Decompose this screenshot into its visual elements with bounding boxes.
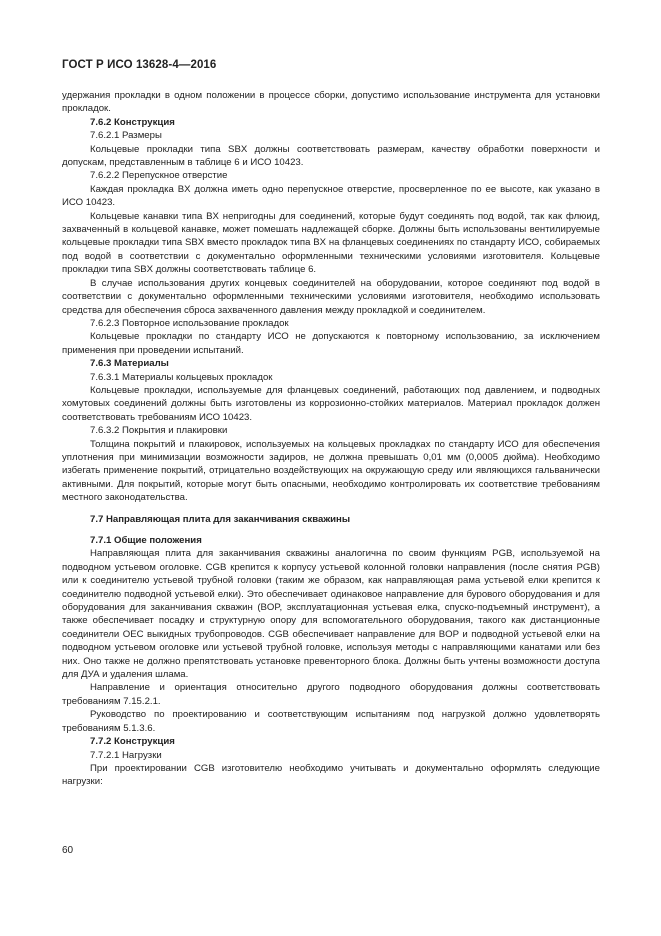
document-header: ГОСТ Р ИСО 13628-4—2016 [62, 59, 217, 71]
subsection-heading: 7.6.2.2 Перепускное отверстие [90, 170, 228, 182]
paragraph: удержания прокладки в одном положении в процессе сборки, допустимо использование инструмента для установки прокладок. [62, 90, 600, 115]
section-heading: 7.7.2 Конструкция [90, 736, 175, 748]
paragraph: Толщина покрытий и плакировок, используемых на кольцевых прокладках по стандарту ИСО для обеспечения уплотнения при минимизации возможности задиров, не должна превышать 0,01 мм (0,0005 дюйма). Необходимо избегать применение покрытий, отрицательно воздействующих на окружающую среду или являющихся гальванически активными. Для покрытий, которые могут быть опасными, необходимо контролировать их соответствие требованиям местного законодательства. [62, 438, 600, 504]
paragraph: В случае использования других концевых соединителей на оборудовании, которое соединяют под водой в соответствии с документально оформленными техническими условиями изготовителя, необходимо использовать средства для обеспечения сброса захваченного давления между прокладкой и соединителем. [62, 277, 600, 316]
subsection-heading: 7.6.3.2 Покрытия и плакировки [90, 425, 228, 437]
paragraph: Направляющая плита для заканчивания скважины аналогична по своим функциям PGB, используемой на подводном устьевом оголовке. CGB крепится к корпусу устьевой колонной головки направления (после снятия PGB) или к соединителю устьевой трубной головки (таким же образом, как направляющая рама устьевой елки крепится к соединителю подводной устьевой елки). Это обеспечивает одинаковое направление для бурового оборудования и для оборудования для заканчивания скважин (BOP, эксплуатационная устьевая елка, спуско-подъемный инструмент), а также обеспечивает посадку и структурную опору для вспомогательного оборудования, такого как дистанционные соединители OEC выкидных трубопроводов. CGB обеспечивает направление для BOP и подводной устьевой елки на подводном устьевом оголовке или устьевой трубной головке, используя методы с направляющими канатами или без них. Оно также не должно препятствовать установке превенторного блока. Должны быть учтены возможности доступа для ДУА и удаления шлама. [62, 548, 600, 681]
section-spacer [62, 526, 600, 534]
paragraph: Кольцевые прокладки по стандарту ИСО не допускаются к повторному использованию, за исключением применения при проведении испытаний. [62, 331, 600, 356]
page-number: 60 [62, 845, 74, 856]
paragraph: Направление и ориентация относительно другого подводного оборудования должны соответствовать требованиям 7.15.2.1. [62, 682, 600, 707]
paragraph: Кольцевые прокладки, используемые для фланцевых соединений, работающих под давлением, и подводных хомутовых соединений должны быть изготовлены из коррозионно-стойких материалов. Материал прокладок должен соответствовать требованиям ИСО 10423. [62, 384, 600, 423]
section-heading: 7.6.2 Конструкция [90, 116, 175, 128]
paragraph: При проектировании CGB изготовителю необходимо учитывать и документально оформлять следующие нагрузки: [62, 762, 600, 788]
subsection-heading: 7.6.2.1 Размеры [90, 130, 162, 142]
section-heading: 7.7 Направляющая плита для заканчивания скважины [90, 513, 351, 525]
paragraph: Кольцевые канавки типа BX непригодны для соединений, которые будут соединять под водой, так как флюид, захваченный в кольцевой канавке, может помешать надлежащей сборке. Должны быть использованы вентилируемые кольцевые прокладки типа SBX вместо прокладок типа BX на фланцевых соединениях по стандарту ИСО, собираемых под водой в соответствии с документально оформленными техническими условиями изготовителя. Кольцевые прокладки типа SBX должны соответствовать таблице 6. [62, 210, 600, 276]
subsection-heading: 7.7.2.1 Нагрузки [90, 749, 162, 761]
paragraph: Каждая прокладка BX должна иметь одно перепускное отверстие, просверленное по ее высоте, как указано в ИСО 10423. [62, 183, 600, 209]
paragraph: Руководство по проектированию и соответствующим испытаниям под нагрузкой должно удовлетворять требованиям 5.1.3.6. [62, 709, 600, 734]
subsection-heading: 7.6.3.1 Материалы кольцевых прокладок [90, 371, 273, 383]
section-heading: 7.6.3 Материалы [90, 358, 169, 370]
section-spacer [62, 505, 600, 513]
page-body [62, 89, 600, 789]
paragraph: Кольцевые прокладки типа SBX должны соответствовать размерам, качеству обработки поверхности и допускам, представленным в таблице 6 и ИСО 10423. [62, 143, 600, 169]
section-heading: 7.7.1 Общие положения [90, 535, 202, 546]
subsection-heading: 7.6.2.3 Повторное использование прокладок [90, 317, 289, 329]
